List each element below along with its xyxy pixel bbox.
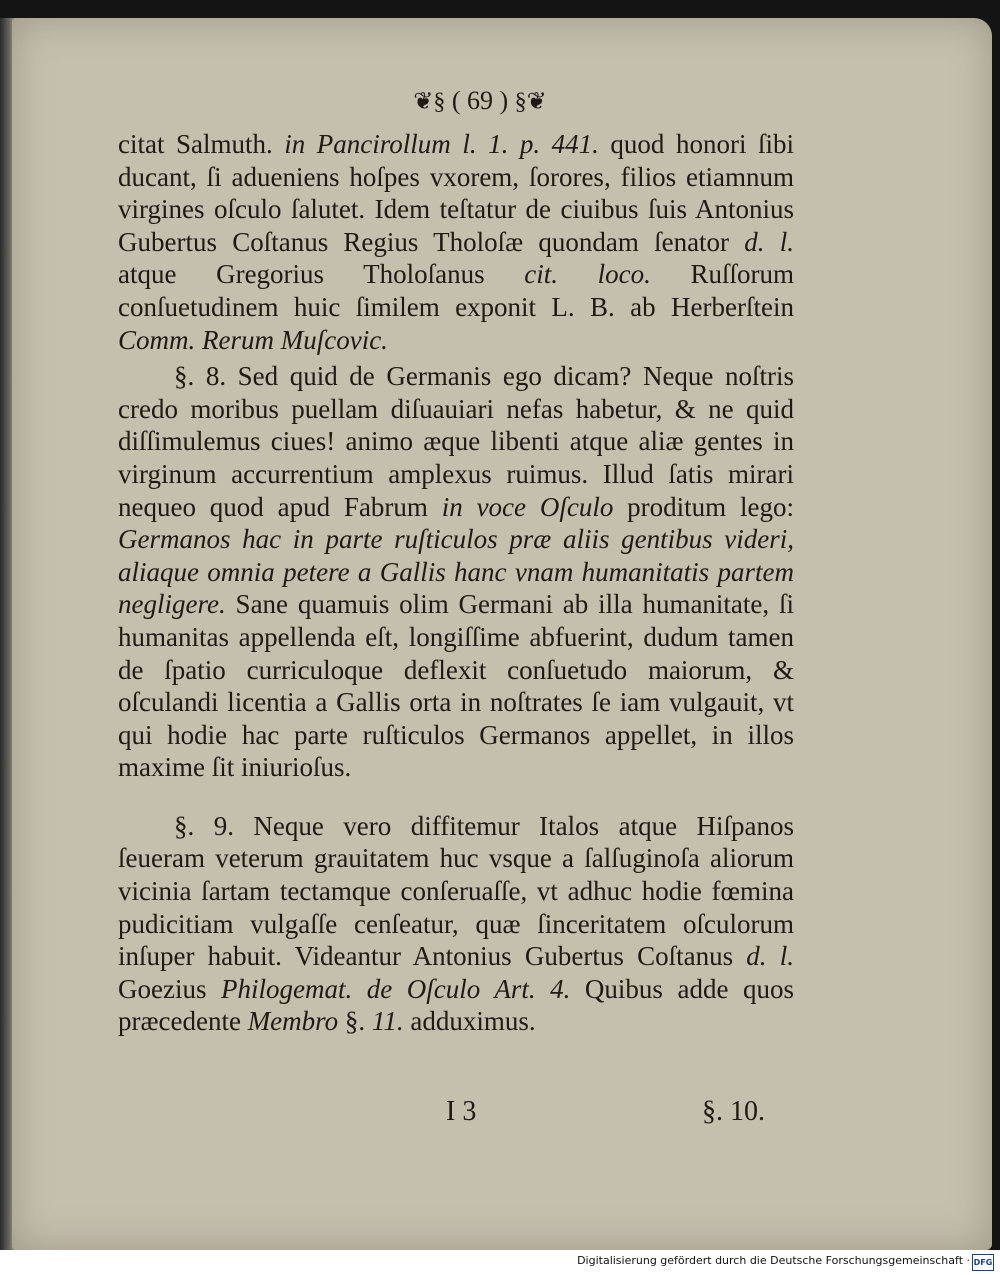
italic-citation: 11.	[371, 1006, 404, 1037]
text-run: citat Salmuth.	[118, 129, 285, 159]
body-text	[118, 128, 794, 1038]
text-run: §.	[338, 1006, 372, 1037]
text-run: §. 8. Sed quid de Germanis ego dicam? Neque noſtris credo moribus puellam diſuauiari nefas habetur, & ne quid diſſimulemus ciues! animo æque libenti atque aliæ gentes in virginum accurrentium amplexus ruimus. Illud ſatis mirari nequeo quod apud Fabrum	[118, 361, 794, 522]
text-run: Goezius	[118, 973, 222, 1004]
paragraph-continuation	[118, 128, 794, 356]
paragraph-section-8	[118, 360, 794, 784]
italic-citation: cit. loco.	[524, 259, 651, 290]
text-run: Quibus adde quos præcedente	[118, 973, 794, 1037]
italic-citation: in voce Oſculo	[441, 491, 614, 522]
italic-citation: Comm. Rerum Muſcovic.	[118, 324, 388, 355]
text-run: §. 9. Neque vero diffitemur Italos atque Hiſpanos ſeueram veterum grauitatem huc vsque a ſalſuginoſa aliorum vicinia ſartam tectamque conſeruaſſe, vt adhuc hodie fœmina pudicitiam vulgaſſe cenſeatur, quæ ſinceritatem oſculorum inſuper habuit. Videantur Antonius Gubertus Coſtanus	[118, 810, 794, 972]
paragraph-section-9	[118, 810, 794, 1038]
text-run: atque Gregorius Tholoſanus	[118, 259, 525, 290]
text-run: proditum lego:	[613, 491, 794, 522]
italic-citation: Germanos hac in parte ruſticulos præ aliis gentibus videri, aliaque omnia petere a Gallis hanc vnam humanitatis partem negligere.	[118, 524, 794, 620]
catchword: §. 10.	[702, 1096, 765, 1127]
italic-citation: Membro	[247, 1006, 339, 1037]
text-run: adduximus.	[403, 1006, 536, 1037]
page-header	[380, 86, 580, 126]
text-run: quod honori ſibi ducant, ſi adueniens hoſpes vxorem, ſorores, filios etiamnum virgines oſculo ſalutet. Idem teſtatur de ciuibus ſuis Antonius Gubertus Coſtanus Regius Tholoſæ quondam ſenator	[118, 129, 794, 257]
signature-mark: I 3	[446, 1096, 477, 1127]
digitization-credit: Digitalisierung gefördert durch die Deutsche Forschungsgemeinschaft ·	[577, 1254, 970, 1267]
italic-citation: d. l.	[744, 226, 794, 257]
ornament-right-icon: §❦	[514, 89, 547, 115]
italic-citation: d. l.	[746, 941, 794, 972]
italic-citation: in Pancirollum l. 1. p. 441.	[284, 129, 599, 159]
text-run: Ruſſorum conſuetudinem huic ſimilem exponit L. B. ab Herberſtein	[118, 259, 794, 322]
dfg-logo-icon: DFG	[972, 1254, 994, 1271]
text-run: Sane quamuis olim Germani ab illa humanitate, ſi humanitas appellenda eſt, longiſſime abfuerint, dudum tamen de ſpatio curriculoque deflexit conſuetudo maiorum, & oſculandi licentia a Gallis orta in noſtrates ſe iam vulgauit, vt qui hodie hac parte ruſticulos Germanos appellet, in illos maxime ſit iniurioſus.	[118, 589, 794, 783]
credit-bar	[0, 1250, 1000, 1275]
ornament-left-icon: ❦§	[413, 89, 446, 115]
italic-citation: Philogemat. de Oſculo Art. 4.	[221, 973, 571, 1004]
page-number: ( 69 )	[451, 86, 509, 115]
